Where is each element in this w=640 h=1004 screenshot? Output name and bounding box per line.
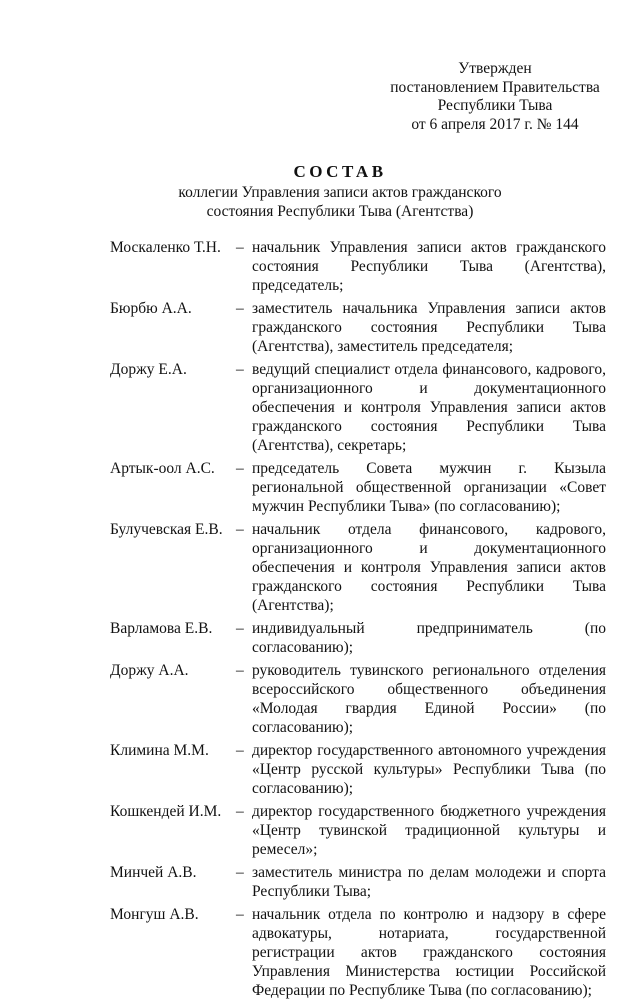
member-dash: – — [236, 521, 244, 538]
approval-line-republic: Республики Тыва — [437, 97, 553, 114]
member-name: Варламова Е.В. — [110, 620, 213, 637]
member-name: Доржу Е.А. — [110, 361, 187, 378]
member-name: Доржу А.А. — [110, 662, 189, 679]
member-dash: – — [236, 361, 244, 378]
member-dash: – — [236, 620, 244, 637]
member-row — [110, 459, 606, 516]
member-dash: – — [236, 300, 244, 317]
member-role: индивидуальный предприниматель (по согласованию); — [252, 620, 606, 656]
member-row — [110, 299, 606, 356]
document-subtitle-line-2: состояния Республики Тыва (Агентства) — [206, 202, 474, 220]
member-role: начальник Управления записи актов гражданского состояния Республики Тыва (Агентства), председатель; — [252, 239, 606, 294]
member-name: Булучевская Е.В. — [110, 521, 223, 538]
member-role: директор государственного автономного учреждения «Центр русской культуры» Республики Тыва (по согласованию); — [252, 742, 606, 797]
member-role: директор государственного бюджетного учреждения «Центр тувинской традиционной культуры и ремесел»; — [252, 803, 606, 858]
member-name: Климина М.М. — [110, 742, 209, 759]
member-row — [110, 905, 606, 1000]
member-role: заместитель министра по делам молодежи и спорта Республики Тыва; — [252, 864, 606, 900]
member-role: председатель Совета мужчин г. Кызыла региональной общественной организации «Совет мужчин Республики Тыва» (по согласованию); — [252, 460, 606, 515]
member-dash: – — [236, 239, 244, 256]
member-row — [110, 238, 606, 295]
member-dash: – — [236, 460, 244, 477]
document-heading — [110, 160, 570, 221]
approval-line-date: от 6 апреля 2017 г. № 144 — [411, 115, 579, 133]
member-row — [110, 863, 606, 901]
member-role: начальник отдела по контролю и надзору в сфере адвокатуры, нотариата, государственной регистрации актов гражданского состояния Управления Министерства юстиции Российской Федерации по Республике Тыва (по согласованию); — [252, 906, 606, 999]
member-dash: – — [236, 864, 244, 881]
members-list — [110, 238, 606, 1004]
member-dash: – — [236, 662, 244, 679]
member-name: Монгуш А.В. — [110, 906, 199, 923]
member-row — [110, 360, 606, 455]
member-name: Бюрбю А.А. — [110, 300, 192, 317]
document-subtitle-line-1: коллегии Управления записи актов гражданского — [178, 184, 502, 201]
approval-line-approved: Утвержден — [458, 60, 532, 77]
member-row — [110, 802, 606, 859]
approval-line-decree: постановлением Правительства — [390, 78, 600, 96]
member-row — [110, 661, 606, 737]
document-title: СОСТАВ — [293, 162, 387, 181]
member-dash: – — [236, 742, 244, 759]
member-name: Москаленко Т.Н. — [110, 239, 221, 256]
approval-stamp — [390, 60, 600, 134]
member-row — [110, 619, 606, 657]
member-dash: – — [236, 906, 244, 923]
member-row — [110, 741, 606, 798]
member-name: Кошкендей И.М. — [110, 803, 222, 820]
member-role: заместитель начальника Управления записи актов гражданского состояния Республики Тыва (Агентства), заместитель председателя; — [252, 300, 606, 355]
member-row — [110, 520, 606, 615]
member-role: начальник отдела финансового, кадрового, организационного и документационного обеспечения и контроля Управления записи актов гражданского состояния Республики Тыва (Агентства); — [252, 521, 606, 614]
member-dash: – — [236, 803, 244, 820]
member-role: руководитель тувинского регионального отделения всероссийского общественного объединения «Молодая гвардия Единой России» (по согласованию); — [252, 662, 606, 736]
member-role: ведущий специалист отдела финансового, кадрового, организационного и документационного обеспечения и контроля Управления записи актов гражданского состояния Республики Тыва (Агентства), секретарь; — [252, 361, 606, 454]
member-name: Артык-оол А.С. — [110, 460, 215, 477]
member-name: Минчей А.В. — [110, 864, 197, 881]
